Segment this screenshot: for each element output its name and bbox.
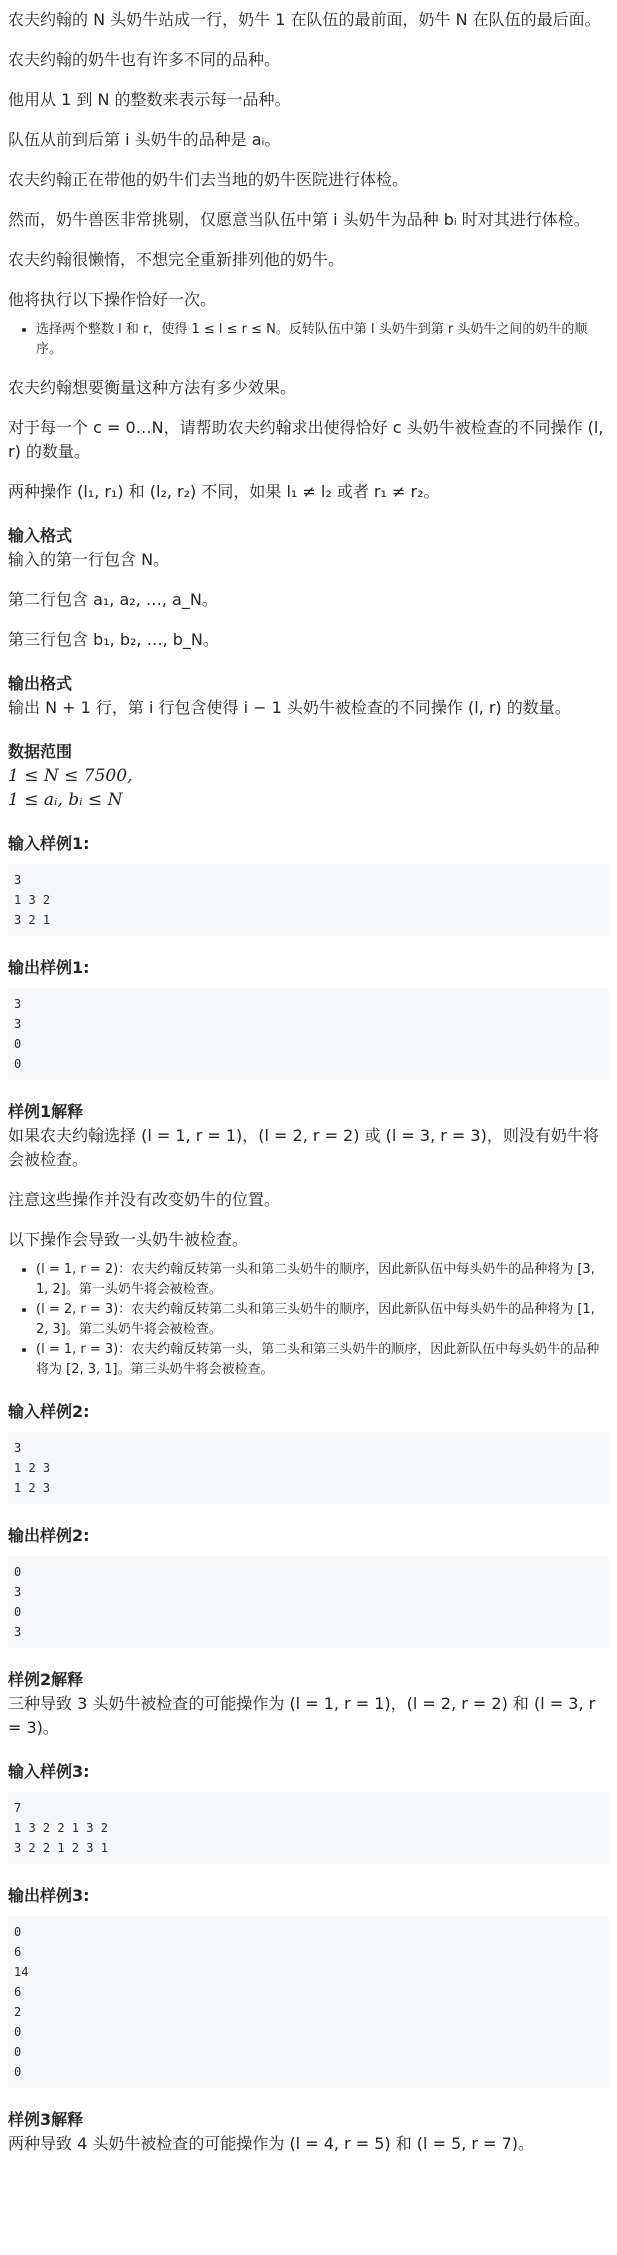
explanation-paragraph: 以下操作会导致一头奶牛被检查。 xyxy=(8,1230,249,1249)
statement-paragraph: 他将执行以下操作恰好一次。 xyxy=(8,290,217,309)
statement-paragraph: 两种操作 (l₁, r₁) 和 (l₂, r₂) 不同，如果 l₁ ≠ l₂ 或者 r₁ ≠ r₂。 xyxy=(8,482,440,501)
code-line: 3 2 1 xyxy=(14,913,51,927)
statement-paragraph: 对于每一个 c = 0…N，请帮助农夫约翰求出使得恰好 c 头奶牛被检查的不同操作 (l, r) 的数量。 xyxy=(8,418,604,461)
explanation-paragraph: 两种导致 4 头奶牛被检查的可能操作为 (l = 4, r = 5) 和 (l = 5, r = 7)。 xyxy=(8,2134,535,2153)
statement-paragraph: 农夫约翰很懒惰，不想完全重新排列他的奶牛。 xyxy=(8,250,345,269)
sample-output-3-code[interactable] xyxy=(8,1916,609,2088)
list-item: • 选择两个整数 l 和 r，使得 1 ≤ l ≤ r ≤ N。反转队伍中第 l 头奶牛到第 r 头奶牛之间的奶牛的顺序。 xyxy=(36,320,609,360)
code-line: 1 3 2 xyxy=(14,893,51,907)
output-format-line: 输出 N + 1 行，第 i 行包含使得 i − 1 头奶牛被检查的不同操作 (l, r) 的数量。 xyxy=(8,698,571,717)
sample-output-1-code[interactable] xyxy=(8,988,609,1080)
input-format-line: 第二行包含 a₁, a₂, …, a_N。 xyxy=(8,590,218,609)
sample-input-2-code[interactable] xyxy=(8,1432,609,1504)
code-line: 3 xyxy=(14,873,22,887)
code-line: 3 xyxy=(14,1017,22,1031)
input-format-line: 第三行包含 b₁, b₂, …, b_N。 xyxy=(8,630,219,649)
statement-paragraph: 农夫约翰的奶牛也有许多不同的品种。 xyxy=(8,50,281,69)
code-line: 1 2 3 xyxy=(14,1481,51,1495)
input-format-heading: 输入格式 xyxy=(8,526,73,545)
data-range-heading: 数据范围 xyxy=(8,742,73,761)
output-format-heading: 输出格式 xyxy=(8,674,73,693)
data-range-line: 1 ≤ N ≤ 7500, xyxy=(8,766,133,786)
sample-input-2-heading: 输入样例2: xyxy=(8,1402,90,1421)
code-line: 3 xyxy=(14,1441,22,1455)
code-line: 0 xyxy=(14,1037,22,1051)
sample-output-2-code[interactable] xyxy=(8,1556,609,1648)
list-item: • (l = 1, r = 2)：农夫约翰反转第一头和第二头奶牛的顺序，因此新队伍中每头奶牛的品种将为 [3, 1, 2]。第一头奶牛将会被检查。 xyxy=(36,1260,609,1300)
code-line: 3 xyxy=(14,997,22,1011)
code-line: 0 xyxy=(14,1565,22,1579)
statement-paragraph: 农夫约翰正在带他的奶牛们去当地的奶牛医院进行体检。 xyxy=(8,170,409,189)
code-line: 14 xyxy=(14,1965,29,1979)
code-line: 3 2 2 1 2 3 1 xyxy=(14,1841,108,1855)
code-line: 0 xyxy=(14,2065,22,2079)
explanation-paragraph: 注意这些操作并没有改变奶牛的位置。 xyxy=(8,1190,281,1209)
statement-paragraph: 队伍从前到后第 i 头奶牛的品种是 aᵢ。 xyxy=(8,130,281,149)
code-line: 6 xyxy=(14,1945,22,1959)
statement-paragraph: 然而，奶牛兽医非常挑剔，仅愿意当队伍中第 i 头奶牛为品种 bᵢ 时对其进行体检。 xyxy=(8,210,590,229)
sample-input-1-heading: 输入样例1: xyxy=(8,834,90,853)
code-line: 1 3 2 2 1 3 2 xyxy=(14,1821,108,1835)
sample-output-3-heading: 输出样例3: xyxy=(8,1886,90,1905)
code-line: 0 xyxy=(14,1925,22,1939)
statement-paragraph: 农夫约翰想要衡量这种方法有多少效果。 xyxy=(8,378,297,397)
operation-list xyxy=(8,320,609,360)
sample-2-explanation-heading: 样例2解释 xyxy=(8,1670,84,1689)
code-line: 0 xyxy=(14,1605,22,1619)
code-line: 7 xyxy=(14,1801,22,1815)
code-line: 0 xyxy=(14,2025,22,2039)
code-line: 6 xyxy=(14,1985,22,1999)
list-item: • (l = 2, r = 3)：农夫约翰反转第二头和第三头奶牛的顺序，因此新队伍中每头奶牛的品种将为 [1, 2, 3]。第二头奶牛将会被检查。 xyxy=(36,1300,609,1340)
sample-1-explanation-heading: 样例1解释 xyxy=(8,1102,84,1121)
code-line: 2 xyxy=(14,2005,22,2019)
sample-3-explanation-heading: 样例3解释 xyxy=(8,2110,84,2129)
statement-paragraph: 农夫约翰的 N 头奶牛站成一行，奶牛 1 在队伍的最前面，奶牛 N 在队伍的最后面。 xyxy=(8,10,601,29)
statement-paragraph: 他用从 1 到 N 的整数来表示每一品种。 xyxy=(8,90,291,109)
sample-output-1-heading: 输出样例1: xyxy=(8,958,90,977)
sample-input-3-heading: 输入样例3: xyxy=(8,1762,90,1781)
sample-output-2-heading: 输出样例2: xyxy=(8,1526,90,1545)
sample-input-3-code[interactable] xyxy=(8,1792,609,1864)
sample-input-1-code[interactable] xyxy=(8,864,609,936)
input-format-line: 输入的第一行包含 N。 xyxy=(8,550,170,569)
code-line: 0 xyxy=(14,2045,22,2059)
explanation-list xyxy=(8,1260,609,1380)
explanation-paragraph: 如果农夫约翰选择 (l = 1, r = 1)，(l = 2, r = 2) 或 (l = 3, r = 3)，则没有奶牛将会被检查。 xyxy=(8,1126,599,1169)
explanation-paragraph: 三种导致 3 头奶牛被检查的可能操作为 (l = 1, r = 1)，(l = 2, r = 2) 和 (l = 3, r = 3)。 xyxy=(8,1694,596,1737)
data-range-line: 1 ≤ aᵢ, bᵢ ≤ N xyxy=(8,790,123,810)
code-line: 3 xyxy=(14,1625,22,1639)
code-line: 1 2 3 xyxy=(14,1461,51,1475)
code-line: 3 xyxy=(14,1585,22,1599)
code-line: 0 xyxy=(14,1057,22,1071)
list-item: • (l = 1, r = 3)：农夫约翰反转第一头，第二头和第三头奶牛的顺序，因此新队伍中每头奶牛的品种将为 [2, 3, 1]。第三头奶牛将会被检查。 xyxy=(36,1340,609,1380)
